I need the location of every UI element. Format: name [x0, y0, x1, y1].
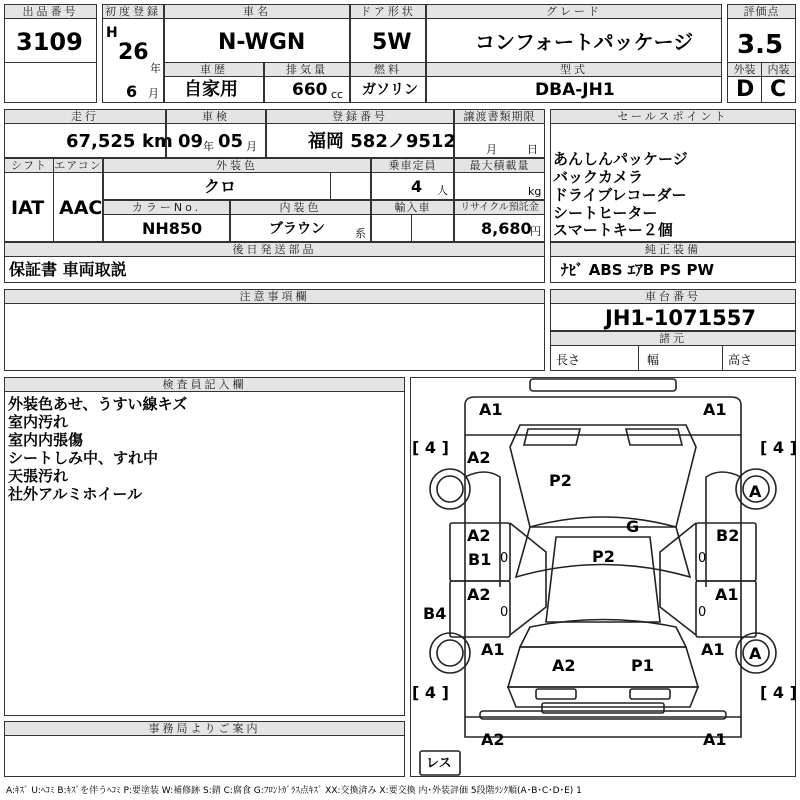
mark-zero-4: 0: [698, 605, 707, 620]
inspection-year-unit: 年: [203, 140, 214, 153]
color-label: 外装色: [103, 158, 371, 173]
inspection-month-unit: 月: [246, 140, 257, 153]
mileage-unit: km: [142, 131, 173, 152]
deadline-label: 譲渡書類期限: [454, 109, 545, 124]
mark-door-rr: A1: [715, 585, 739, 604]
chassis-number: JH1-1071557: [605, 306, 756, 330]
color: クロ: [204, 177, 237, 196]
mark-windshield: G: [626, 517, 640, 536]
mark-wheel-rr: A: [749, 644, 762, 663]
inspection-month: 05: [218, 131, 244, 152]
plate-label: 登録番号: [266, 109, 454, 124]
first-reg-month: 6: [126, 82, 138, 101]
mark-tire-rr: [ 4 ]: [760, 683, 797, 702]
mark-wheel-fr: A: [749, 482, 762, 501]
import-box-right: [411, 214, 454, 242]
color-no-label: カラーNo.: [103, 200, 230, 215]
sales-item: バックカメラ: [553, 168, 644, 186]
sales-item: シートヒーター: [553, 204, 658, 222]
mark-spare: レス: [426, 756, 452, 771]
inspection-label: 車検: [166, 109, 266, 124]
mark-door-rl: A2: [467, 585, 491, 604]
grade-label: グレード: [426, 4, 722, 19]
history: 自家用: [184, 79, 238, 100]
mark-rear-left: A2: [481, 730, 505, 749]
mark-zero-1: 0: [500, 551, 509, 566]
capacity-label: 乗車定員: [371, 158, 454, 173]
mark-door-fr: B2: [716, 526, 740, 545]
inspector-item: 社外アルミホイール: [8, 485, 143, 503]
mark-tire-fr: [ 4 ]: [760, 438, 797, 457]
mark-zero-3: 0: [500, 605, 509, 620]
deadline-day-unit: 日: [527, 143, 538, 156]
exterior-label: 外装: [727, 62, 762, 77]
lot-label: 出品番号: [4, 4, 97, 19]
plate: 福岡 582ノ9512: [308, 131, 456, 152]
mark-fender-fl: A2: [467, 448, 491, 467]
model-label: 型式: [426, 62, 722, 77]
load-label: 最大積載量: [454, 158, 545, 173]
sales-item: スマートキー２個: [553, 221, 673, 239]
displacement: 660: [292, 80, 328, 100]
inspector-label: 検査員記入欄: [4, 377, 405, 392]
fuel: ガソリン: [362, 82, 418, 98]
mark-front-right: A1: [703, 400, 727, 419]
recycle-unit: 円: [530, 225, 541, 238]
mark-quarter-rr: A1: [701, 640, 725, 659]
car-name-label: 車名: [164, 4, 350, 19]
mark-hood: P2: [549, 471, 572, 490]
mark-door-fl2: B1: [468, 550, 492, 569]
specs-label: 諸元: [550, 331, 796, 346]
inspector-item: 室内内張傷: [8, 431, 84, 449]
car-name: N-WGN: [218, 30, 306, 55]
mark-trunk-left: A2: [552, 656, 576, 675]
notes-box: [4, 303, 545, 371]
mark-tire-rl: [ 4 ]: [412, 683, 449, 702]
mark-front-left: A1: [479, 400, 503, 419]
mark-rear-right: A1: [703, 730, 727, 749]
spec-width-label: 幅: [647, 353, 660, 367]
mark-tire-fl: [ 4 ]: [412, 438, 449, 457]
inspector-item: シートしみ中、すれ中: [8, 449, 159, 467]
int-color-label: 内装色: [230, 200, 371, 215]
first-reg-month-unit: 月: [148, 87, 159, 100]
office-label: 事務局よりご案内: [4, 721, 405, 736]
equipment: ﾅﾋﾞ ABS ｴｱB PS PW: [561, 261, 715, 279]
mark-zero-2: 0: [698, 551, 707, 566]
office-box: [4, 735, 405, 777]
later-parts-label: 後日発送部品: [4, 242, 545, 257]
chassis-label: 車台番号: [550, 289, 796, 304]
recycle: 8,680: [481, 219, 532, 238]
ac-label: エアコン: [54, 159, 102, 172]
door-label: ドア形状: [350, 4, 426, 19]
color-box-right: [330, 172, 371, 200]
mileage-label: 走行: [4, 109, 166, 124]
mark-door-fl: A2: [467, 526, 491, 545]
inspector-item: 天張汚れ: [8, 467, 69, 485]
door-type: 5W: [372, 30, 412, 55]
history-label: 車歴: [164, 62, 264, 77]
sales-item: あんしんパッケージ: [553, 150, 688, 168]
color-no: NH850: [142, 219, 203, 238]
load-unit: kg: [528, 185, 542, 198]
int-color-unit: 系: [355, 227, 366, 240]
capacity: 4: [411, 177, 423, 196]
capacity-unit: 人: [437, 184, 448, 197]
later-parts: 保証書 車両取説: [9, 260, 127, 279]
sales-item: ドライブレコーダー: [553, 186, 687, 204]
exterior-grade: D: [736, 77, 755, 102]
score: 3.5: [737, 30, 784, 60]
spec-height-label: 高さ: [728, 353, 753, 367]
mark-sill-left: B4: [423, 604, 447, 623]
mark-roof: P2: [592, 547, 615, 566]
import-box: [371, 214, 412, 242]
mark-trunk-right: P1: [631, 656, 654, 675]
displacement-label: 排気量: [264, 62, 350, 77]
recycle-label: リサイクル預託金: [454, 200, 545, 215]
mark-quarter-rl: A1: [481, 640, 505, 659]
inspection-year: 09: [178, 131, 204, 152]
lot-blank-box: [4, 62, 97, 103]
legend: A:ｷｽﾞ U:ﾍｺﾐ B:ｷｽﾞを伴うﾍｺﾐ P:要塗装 W:補修跡 S:錆 C:腐食 G:ﾌﾛﾝﾄｶﾞﾗｽ点ｷｽﾞ XX:交換済み X:要交換 内･外装評価 5段階ﾗﾝｸ順(A･B･C･D･E) 1: [6, 786, 582, 796]
shift-label: シフト: [4, 158, 54, 173]
first-reg-year-unit: 年: [150, 62, 161, 75]
spec-length-label: 長さ: [556, 353, 581, 367]
inspector-item: 室内汚れ: [8, 413, 69, 431]
fuel-label: 燃料: [350, 62, 426, 77]
mileage: 67,525: [66, 131, 136, 152]
grade: コンフォートパッケージ: [475, 30, 694, 54]
deadline-month-unit: 月: [486, 143, 497, 156]
first-reg-label: 初度登録: [102, 4, 164, 19]
model: DBA-JH1: [535, 80, 615, 100]
car-diagram: [410, 377, 796, 777]
lot-number: 3109: [16, 28, 83, 56]
first-reg-year: 26: [118, 40, 149, 65]
interior-grade: C: [770, 77, 787, 102]
first-reg-era: H: [106, 25, 118, 41]
int-color: ブラウン: [269, 221, 325, 237]
shift: IAT: [11, 197, 45, 219]
inspector-item: 外装色あせ、うすい線キズ: [8, 395, 188, 413]
displacement-unit: cc: [331, 88, 344, 101]
sales-label: セールスポイント: [550, 109, 796, 124]
import-label: 輸入車: [371, 200, 454, 215]
ac: AAC: [59, 197, 103, 219]
notes-label: 注意事項欄: [4, 289, 545, 304]
equipment-label: 純正装備: [550, 242, 796, 257]
interior-label: 内装: [761, 62, 796, 77]
score-label: 評価点: [727, 4, 796, 19]
